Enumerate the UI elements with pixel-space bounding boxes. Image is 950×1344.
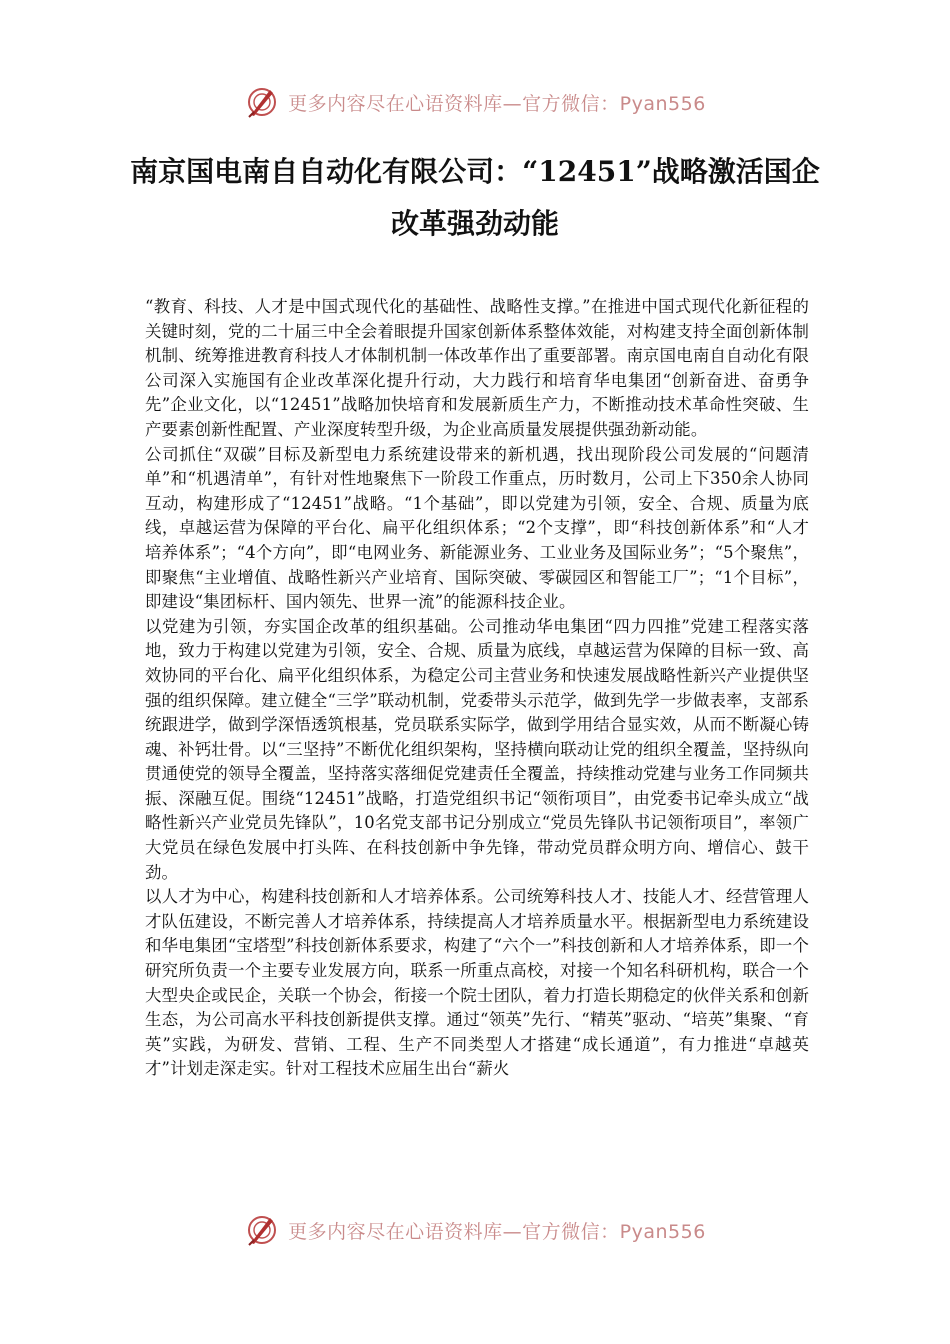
quill-logo-icon: [244, 84, 280, 120]
watermark-footer: [0, 1210, 950, 1250]
paragraph-intro: “教育、科技、人才是中国式现代化的基础性、战略性支撑。”在推进中国式现代化新征程的关键时刻，党的二十届三中全会着眼提升国家创新体系整体效能，对构建支持全面创新体制机制、统筹推进教育科技人才体制机制一体改革作出了重要部署。南京国电南自自动化有限公司深入实施国有企业改革深化提升行动，大力践行和培育华电集团“创新奋进、奋勇争先”企业文化，以“12451”战略加快培育和发展新质生产力，不断推动技术革命性突破、生产要素创新性配置、产业深度转型升级，为企业高质量发展提供强劲新动能。: [145, 297, 809, 439]
paragraph-talent: 以人才为中心，构建科技创新和人才培养体系。公司统筹科技人才、技能人才、经营管理人才队伍建设，不断完善人才培养体系，持续提高人才培养质量水平。根据新型电力系统建设和华电集团“宝塔型”科技创新体系要求，构建了“六个一”科技创新和人才培养体系，即一个研究所负责一个主要专业发展方向，联系一所重点高校，对接一个知名科研机构，联合一个大型央企或民企，关联一个协会，衔接一个院士团队，着力打造长期稳定的伙伴关系和创新生态，为公司高水平科技创新提供支撑。通过“领英”先行、“精英”驱动、“培英”集聚、“育英”实践，为研发、营销、工程、生产不同类型人才搭建“成长通道”，有力推进“卓越英才”计划走深走实。针对工程技术应届生出台“薪火: [145, 887, 809, 1079]
watermark-text: 更多内容尽在心语资料库—官方微信：Pyan556: [288, 1220, 706, 1243]
paragraph-party-building: 以党建为引领，夯实国企改革的组织基础。公司推动华电集团“四力四推”党建工程落实落地，致力于构建以党建为引领，安全、合规、质量为底线，卓越运营为保障的目标一致、高效协同的平台化、扁平化组织体系，为稳定公司主营业务和快速发展战略性新兴产业提供坚强的组织保障。建立健全“三学”联动机制，党委带头示范学，做到先学一步做表率，支部系统跟进学，做到学深悟透筑根基，党员联系实际学，做到学用结合显实效，从而不断凝心铸魂、补钙壮骨。以“三坚持”不断优化组织架构，坚持横向联动让党的组织全覆盖，坚持纵向贯通使党的领导全覆盖，坚持落实落细促党建责任全覆盖，持续推动党建与业务工作同频共振、深融互促。围绕“12451”战略，打造党组织书记“领衔项目”，由党委书记牵头成立“战略性新兴产业党员先锋队”，10名党支部书记分别成立“党员先锋队书记领衔项目”，率领广大党员在绿色发展中打头阵、在科技创新中争先锋，带动党员群众明方向、增信心、鼓干劲。: [145, 616, 809, 882]
paragraph-strategy: 公司抓住“双碳”目标及新型电力系统建设带来的新机遇，找出现阶段公司发展的“问题清单”和“机遇清单”，有针对性地聚焦下一阶段工作重点，历时数月，公司上下350余人协同互动，构建形成了“12451”战略。“1个基础”，即以党建为引领，安全、合规、质量为底线，卓越运营为保障的平台化、扁平化组织体系；“2个支撑”，即“科技创新体系”和“人才培养体系”；“4个方向”，即“电网业务、新能源业务、工业业务及国际业务”；“5个聚焦”，即聚焦“主业增值、战略性新兴产业培育、国际突破、零碳园区和智能工厂”；“1个目标”，即建设“集团标杆、国内领先、世界一流”的能源科技企业。: [145, 444, 809, 612]
watermark-text: 更多内容尽在心语资料库—官方微信：Pyan556: [288, 92, 706, 115]
watermark-header: [0, 82, 950, 122]
document-body: [145, 295, 809, 1082]
document-title: 南京国电南自自动化有限公司：“12451”战略激活国企改革强劲动能: [130, 155, 820, 240]
quill-logo-icon: [244, 1212, 280, 1248]
